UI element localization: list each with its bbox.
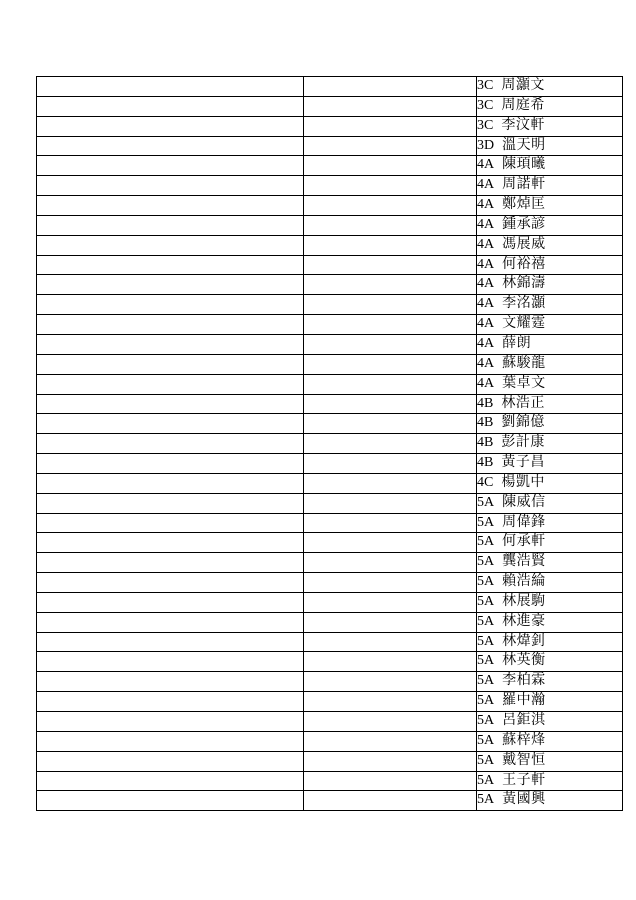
cell-student: [477, 731, 623, 751]
cell-empty-col1: [37, 235, 304, 255]
table-row: [37, 592, 623, 612]
cell-empty-col2: [304, 315, 477, 335]
class-code: 4A: [477, 375, 495, 391]
class-code: 4A: [477, 216, 495, 232]
class-code: 4A: [477, 256, 495, 272]
table-row: [37, 533, 623, 553]
table-row: [37, 454, 623, 474]
cell-empty-col2: [304, 573, 477, 593]
table-row: [37, 473, 623, 493]
table-row: [37, 712, 623, 732]
class-code: 5A: [477, 713, 495, 728]
cell-student: [477, 612, 623, 632]
cell-student: [477, 315, 623, 335]
cell-empty-col2: [304, 156, 477, 176]
cell-student: [477, 573, 623, 593]
cell-student: [477, 791, 623, 811]
cell-student: [477, 434, 623, 454]
student-name: 蘇駿龍: [502, 355, 546, 371]
cell-empty-col2: [304, 791, 477, 811]
cell-student: [477, 77, 623, 97]
student-name: 林進豪: [502, 613, 546, 629]
cell-empty-col2: [304, 592, 477, 612]
cell-student: [477, 176, 623, 196]
class-code: 5A: [477, 514, 495, 530]
cell-empty-col2: [304, 235, 477, 255]
cell-empty-col1: [37, 434, 304, 454]
cell-empty-col1: [37, 612, 304, 632]
cell-student: [477, 116, 623, 136]
cell-empty-col2: [304, 771, 477, 791]
cell-empty-col1: [37, 672, 304, 692]
cell-empty-col1: [37, 473, 304, 493]
cell-student: [477, 235, 623, 255]
class-code: 5A: [477, 673, 495, 689]
class-code: 4A: [477, 335, 495, 351]
cell-student: [477, 712, 623, 732]
table-row: [37, 136, 623, 156]
class-code: 4A: [477, 355, 495, 371]
student-name: 戴智恒: [502, 752, 546, 768]
cell-empty-col1: [37, 77, 304, 97]
student-name: 賴浩綸: [502, 574, 546, 590]
student-name: 何承軒: [502, 534, 546, 550]
cell-student: [477, 275, 623, 295]
table-row: [37, 215, 623, 235]
cell-empty-col1: [37, 136, 304, 156]
cell-student: [477, 652, 623, 672]
cell-empty-col2: [304, 96, 477, 116]
cell-empty-col1: [37, 692, 304, 712]
cell-empty-col1: [37, 731, 304, 751]
table-row: [37, 513, 623, 533]
student-name: 葉卓文: [502, 375, 546, 391]
student-name: 陳威信: [502, 494, 546, 510]
student-name: 鍾承諺: [502, 216, 546, 232]
cell-empty-col1: [37, 791, 304, 811]
cell-empty-col1: [37, 712, 304, 732]
student-roster-table: [36, 76, 623, 811]
cell-student: [477, 771, 623, 791]
student-name: 周諾軒: [502, 177, 546, 193]
student-name: 羅中瀚: [502, 693, 546, 709]
table-row: [37, 196, 623, 216]
cell-empty-col1: [37, 295, 304, 315]
class-code: 4B: [477, 395, 494, 411]
cell-empty-col2: [304, 176, 477, 196]
class-code: 4A: [477, 157, 495, 173]
cell-empty-col2: [304, 692, 477, 712]
cell-student: [477, 374, 623, 394]
student-name: 何裕禧: [502, 256, 546, 272]
student-name: 李汶軒: [501, 117, 545, 133]
table-row: [37, 374, 623, 394]
cell-student: [477, 414, 623, 434]
table-row: [37, 156, 623, 176]
cell-student: [477, 156, 623, 176]
class-code: 4B: [477, 435, 494, 451]
table-row: [37, 275, 623, 295]
cell-empty-col1: [37, 334, 304, 354]
cell-empty-col1: [37, 652, 304, 672]
class-code: 5A: [477, 772, 495, 788]
cell-empty-col1: [37, 592, 304, 612]
cell-empty-col2: [304, 612, 477, 632]
student-name: 周庭希: [501, 97, 545, 113]
cell-student: [477, 751, 623, 771]
cell-empty-col2: [304, 295, 477, 315]
table-row: [37, 295, 623, 315]
student-name: 林浩正: [501, 395, 545, 411]
cell-empty-col1: [37, 454, 304, 474]
cell-empty-col2: [304, 454, 477, 474]
student-name: 林煒釗: [502, 633, 546, 649]
student-name: 周灝文: [501, 78, 545, 93]
cell-student: [477, 692, 623, 712]
table-row: [37, 315, 623, 335]
cell-empty-col2: [304, 553, 477, 573]
class-code: 5A: [477, 732, 495, 748]
class-code: 3C: [477, 78, 494, 93]
table-row: [37, 255, 623, 275]
cell-empty-col2: [304, 116, 477, 136]
cell-empty-col1: [37, 215, 304, 235]
student-name: 林錦濤: [502, 276, 546, 292]
cell-student: [477, 493, 623, 513]
class-code: 5A: [477, 554, 495, 570]
cell-student: [477, 553, 623, 573]
cell-empty-col2: [304, 731, 477, 751]
table-row: [37, 116, 623, 136]
cell-empty-col1: [37, 116, 304, 136]
class-code: 5A: [477, 693, 495, 709]
class-code: 5A: [477, 593, 495, 609]
cell-empty-col2: [304, 275, 477, 295]
class-code: 4C: [477, 474, 494, 490]
cell-empty-col2: [304, 434, 477, 454]
cell-empty-col1: [37, 771, 304, 791]
table-row: [37, 731, 623, 751]
class-code: 5A: [477, 633, 495, 649]
table-row: [37, 751, 623, 771]
cell-empty-col1: [37, 414, 304, 434]
student-name: 王子軒: [502, 772, 546, 788]
student-name: 馮展威: [502, 236, 546, 252]
cell-empty-col1: [37, 553, 304, 573]
table-row: [37, 672, 623, 692]
student-name: 李洺灝: [502, 296, 546, 312]
cell-empty-col1: [37, 275, 304, 295]
table-row: [37, 632, 623, 652]
student-name: 陳頊曦: [502, 157, 546, 173]
class-code: 3D: [477, 137, 495, 153]
class-code: 4A: [477, 177, 495, 193]
table-row: [37, 394, 623, 414]
student-name: 林展駒: [502, 593, 546, 609]
table-row: [37, 791, 623, 811]
student-name: 彭計康: [501, 435, 545, 451]
table-row: [37, 573, 623, 593]
class-code: 3C: [477, 97, 494, 113]
class-code: 5A: [477, 653, 495, 669]
table-row: [37, 414, 623, 434]
cell-empty-col2: [304, 652, 477, 672]
class-code: 3C: [477, 117, 494, 133]
class-code: 5A: [477, 613, 495, 629]
cell-empty-col2: [304, 751, 477, 771]
student-name: 李柏霖: [502, 673, 546, 689]
cell-empty-col2: [304, 473, 477, 493]
cell-empty-col2: [304, 77, 477, 97]
cell-student: [477, 473, 623, 493]
student-name: 蘇梓烽: [502, 732, 546, 748]
cell-empty-col2: [304, 414, 477, 434]
table-row: [37, 96, 623, 116]
cell-empty-col1: [37, 513, 304, 533]
student-name: 楊凱中: [501, 474, 545, 490]
student-name: 周偉鋒: [502, 514, 546, 530]
table-row: [37, 553, 623, 573]
cell-empty-col2: [304, 493, 477, 513]
cell-empty-col1: [37, 374, 304, 394]
student-name: 文耀霆: [502, 316, 546, 332]
student-name: 薛朗: [502, 335, 532, 351]
cell-empty-col2: [304, 712, 477, 732]
cell-empty-col2: [304, 196, 477, 216]
table-row: [37, 434, 623, 454]
table-row: [37, 612, 623, 632]
cell-empty-col2: [304, 354, 477, 374]
student-name: 林英衡: [502, 653, 546, 669]
cell-empty-col1: [37, 573, 304, 593]
class-code: 5A: [477, 752, 495, 768]
cell-student: [477, 632, 623, 652]
cell-student: [477, 334, 623, 354]
student-name: 呂鉅淇: [502, 713, 546, 728]
table-row: [37, 771, 623, 791]
cell-empty-col2: [304, 374, 477, 394]
cell-student: [477, 96, 623, 116]
class-code: 5A: [477, 494, 495, 510]
class-code: 4A: [477, 276, 495, 292]
table-row: [37, 354, 623, 374]
cell-empty-col1: [37, 255, 304, 275]
cell-student: [477, 255, 623, 275]
cell-empty-col1: [37, 156, 304, 176]
cell-student: [477, 513, 623, 533]
table-row: [37, 692, 623, 712]
class-code: 4A: [477, 197, 495, 213]
cell-empty-col2: [304, 334, 477, 354]
cell-empty-col1: [37, 176, 304, 196]
cell-student: [477, 196, 623, 216]
cell-empty-col1: [37, 315, 304, 335]
class-code: 4B: [477, 455, 494, 471]
cell-empty-col2: [304, 632, 477, 652]
cell-empty-col1: [37, 533, 304, 553]
class-code: 4A: [477, 316, 495, 332]
class-code: 4A: [477, 296, 495, 312]
class-code: 5A: [477, 574, 495, 590]
cell-student: [477, 295, 623, 315]
cell-student: [477, 672, 623, 692]
table-row: [37, 334, 623, 354]
cell-empty-col2: [304, 136, 477, 156]
cell-student: [477, 136, 623, 156]
cell-student: [477, 592, 623, 612]
cell-empty-col2: [304, 672, 477, 692]
student-name: 黃子昌: [501, 455, 545, 471]
student-name: 黃國興: [502, 792, 546, 808]
cell-empty-col1: [37, 354, 304, 374]
class-code: 5A: [477, 534, 495, 550]
class-code: 4B: [477, 415, 494, 431]
class-code: 4A: [477, 236, 495, 252]
student-name: 龔浩賢: [502, 554, 546, 570]
student-name: 劉錦億: [501, 415, 545, 431]
table-row: [37, 176, 623, 196]
cell-empty-col2: [304, 513, 477, 533]
cell-student: [477, 533, 623, 553]
table-row: [37, 652, 623, 672]
cell-empty-col2: [304, 255, 477, 275]
cell-empty-col2: [304, 215, 477, 235]
class-code: 5A: [477, 792, 495, 808]
student-name: 溫天明: [502, 137, 546, 153]
cell-student: [477, 215, 623, 235]
cell-empty-col1: [37, 751, 304, 771]
table-row: [37, 77, 623, 97]
cell-student: [477, 354, 623, 374]
cell-empty-col1: [37, 493, 304, 513]
cell-empty-col2: [304, 533, 477, 553]
cell-empty-col2: [304, 394, 477, 414]
cell-student: [477, 454, 623, 474]
student-name: 鄭焯匡: [502, 197, 546, 213]
table-row: [37, 493, 623, 513]
cell-empty-col1: [37, 96, 304, 116]
cell-empty-col1: [37, 394, 304, 414]
table-row: [37, 235, 623, 255]
cell-empty-col1: [37, 196, 304, 216]
cell-student: [477, 394, 623, 414]
cell-empty-col1: [37, 632, 304, 652]
